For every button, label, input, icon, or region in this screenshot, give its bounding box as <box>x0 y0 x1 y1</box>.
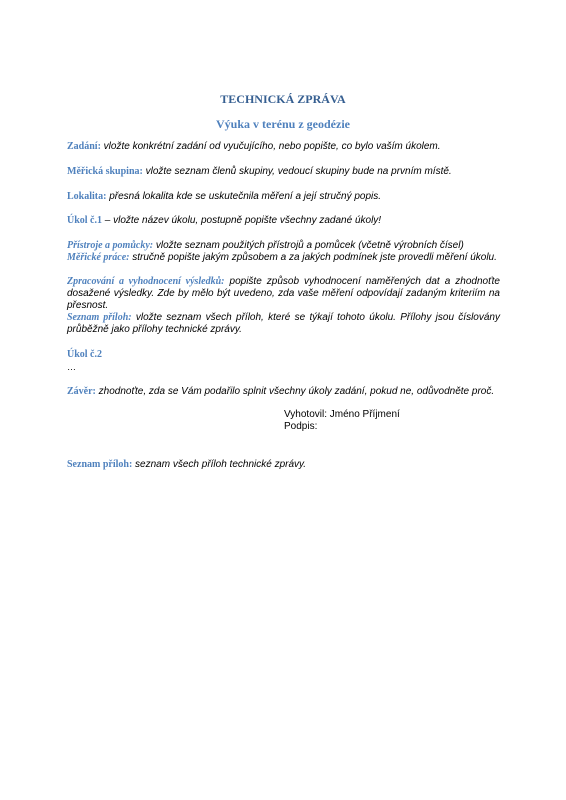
zadani-label: Zadání: <box>67 141 101 152</box>
vyhotovil-line: Vyhotovil: Jméno Příjmení <box>284 409 400 420</box>
lokalita-label: Lokalita: <box>67 191 107 202</box>
zpracovani-label: Zpracování a vyhodnocení výsledků: <box>67 276 225 287</box>
lokalita-paragraph <box>67 191 500 203</box>
seznam-text: seznam všech příloh technické zprávy. <box>132 459 307 470</box>
skupina-label: Měřická skupina: <box>67 166 143 177</box>
seznam-label: Seznam příloh: <box>67 459 133 470</box>
podminky-label: Měřické práce: <box>67 252 130 263</box>
lokalita-text: přesná lokalita kde se uskutečnila měření a její stručný popis. <box>106 191 382 202</box>
zaver-text: zhodnoťte, zda se Vám podařilo splnit všechny úkoly zadání, pokud ne, odůvodněte proč. <box>95 386 495 397</box>
ukol1-text: – vložte název úkolu, postupně popište všechny zadané úkoly! <box>102 215 382 226</box>
document-title: TECHNICKÁ ZPRÁVA <box>220 92 346 106</box>
seznam-paragraph <box>67 459 500 471</box>
zaver-label: Závěr: <box>67 386 96 397</box>
skupina-text: vložte seznam členů skupiny, vedoucí skupiny bude na prvním místě. <box>142 166 452 177</box>
ukol2-heading <box>67 349 500 361</box>
zadani-text: vložte konkrétní zadání od vyučujícího, nebo popište, co bylo vaším úkolem. <box>100 141 441 152</box>
podminky-text: stručně popište jakým způsobem a za jakých podmínek jste provedli měření úkolu. <box>129 252 497 263</box>
podpis-line: Podpis: <box>284 421 318 432</box>
zpracovani-paragraph <box>67 276 500 312</box>
ukol1-label: Úkol č.1 <box>67 215 102 226</box>
ukol1-heading <box>67 215 500 227</box>
document-subtitle: Výuka v terénu z geodézie <box>216 117 350 131</box>
zadani-paragraph <box>67 141 500 153</box>
ukol2-ellipsis: … <box>67 362 76 372</box>
prilohy-label: Seznam příloh: <box>67 312 132 323</box>
skupina-paragraph <box>67 166 500 178</box>
podminky-paragraph <box>67 252 500 264</box>
pristroje-paragraph <box>67 240 500 252</box>
prilohy-paragraph <box>67 312 500 336</box>
zaver-paragraph <box>67 386 500 398</box>
ukol2-label: Úkol č.2 <box>67 349 102 360</box>
pristroje-label: Přístroje a pomůcky: <box>67 240 154 251</box>
pristroje-text: vložte seznam použitých přístrojů a pomůcek (včetně výrobních čísel) <box>153 240 464 251</box>
prilohy-text: vložte seznam všech příloh, které se týkají tohoto úkolu. Přílohy jsou číslovány průběžně jako přílohy technické zprávy. <box>67 312 500 335</box>
zpracovani-text: popište způsob vyhodnocení naměřených dat a zhodnoťte dosažené výsledky. Zde by mělo být uvedeno, zda vaše měření odpovídají zadaným kriteriím na přesnost. <box>67 276 500 311</box>
